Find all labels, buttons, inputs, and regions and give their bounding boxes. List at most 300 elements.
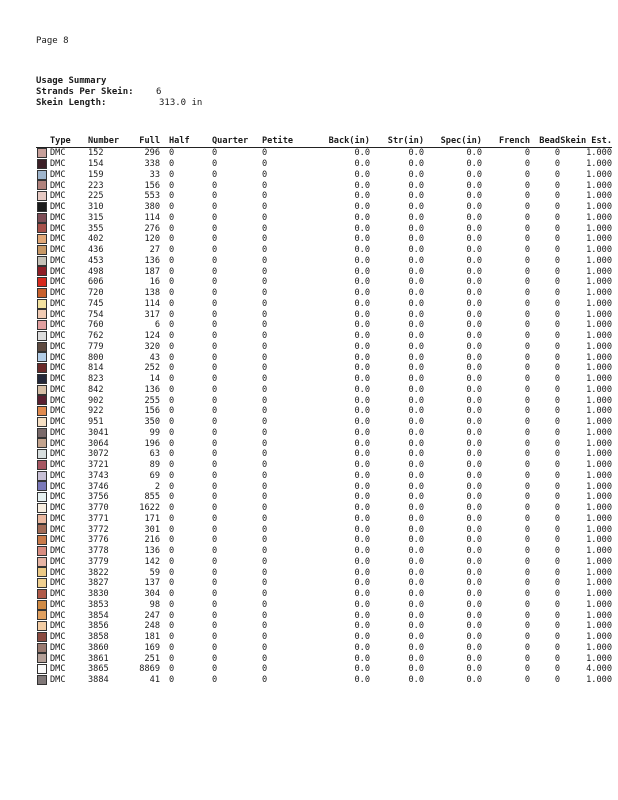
color-swatch-cell: [36, 159, 50, 170]
color-swatch-cell: [36, 535, 50, 546]
cell-bead: 0: [554, 653, 560, 664]
cell-type: DMC: [50, 535, 66, 546]
cell-str: 0.0: [408, 503, 424, 513]
cell-str: 0.0: [408, 438, 424, 449]
table-row: [36, 213, 612, 224]
cell-number: 3830: [88, 589, 109, 599]
cell-skein-est: 1.000: [586, 481, 612, 492]
cell-back: 0.0: [354, 524, 370, 535]
cell-skein-est: 1.000: [586, 234, 612, 245]
color-swatch: [37, 643, 47, 653]
cell-type: DMC: [50, 599, 66, 610]
cell-type: DMC: [50, 470, 66, 481]
cell-skein-est: 1.000: [586, 578, 612, 589]
color-swatch-cell: [36, 481, 50, 492]
color-swatch-cell: [36, 406, 50, 417]
cell-quarter: 0: [212, 642, 218, 653]
table-row: [36, 352, 612, 363]
cell-half: 0: [169, 589, 175, 599]
color-swatch-cell: [36, 309, 50, 320]
cell-number: 760: [88, 320, 104, 331]
cell-french: 0: [524, 513, 530, 524]
cell-back: 0.0: [354, 675, 370, 685]
cell-full: 124: [144, 331, 160, 341]
color-swatch: [37, 277, 47, 287]
color-swatch-cell: [36, 567, 50, 578]
cell-full: 2: [154, 481, 160, 492]
cell-full: 8869: [139, 664, 160, 675]
cell-petite: 0: [262, 675, 268, 685]
cell-quarter: 0: [212, 503, 218, 513]
cell-full: 553: [144, 191, 160, 202]
color-swatch-cell: [36, 191, 50, 202]
cell-back: 0.0: [354, 288, 370, 298]
cell-quarter: 0: [212, 320, 218, 331]
cell-full: 169: [144, 642, 160, 653]
cell-skein-est: 1.000: [586, 223, 612, 234]
table-row: [36, 492, 612, 503]
cell-type: DMC: [50, 320, 66, 331]
cell-type: DMC: [50, 148, 66, 159]
cell-number: 159: [88, 169, 104, 180]
table-row: [36, 675, 612, 686]
cell-full: 338: [144, 159, 160, 169]
cell-type: DMC: [50, 621, 66, 632]
color-swatch: [37, 331, 47, 341]
cell-french: 0: [524, 352, 530, 363]
cell-half: 0: [169, 503, 175, 513]
cell-bead: 0: [554, 384, 560, 395]
cell-type: DMC: [50, 223, 66, 234]
cell-number: 315: [88, 212, 104, 223]
cell-number: 402: [88, 234, 104, 245]
cell-petite: 0: [262, 610, 268, 621]
cell-quarter: 0: [212, 245, 218, 255]
cell-full: 114: [144, 212, 160, 223]
cell-petite: 0: [262, 653, 268, 664]
cell-back: 0.0: [354, 460, 370, 470]
cell-type: DMC: [50, 642, 66, 653]
cell-french: 0: [524, 255, 530, 266]
cell-french: 0: [524, 384, 530, 395]
cell-half: 0: [169, 578, 175, 589]
cell-number: 3856: [88, 621, 109, 632]
table-row: [36, 567, 612, 578]
cell-full: 320: [144, 341, 160, 352]
cell-quarter: 0: [212, 578, 218, 589]
color-swatch: [37, 503, 47, 513]
color-swatch-cell: [36, 653, 50, 664]
color-swatch-cell: [36, 460, 50, 471]
cell-french: 0: [524, 417, 530, 427]
cell-quarter: 0: [212, 567, 218, 578]
cell-full: 16: [149, 277, 160, 288]
cell-full: 1622: [139, 503, 160, 513]
header-skein-est: Skein Est.: [560, 135, 612, 146]
cell-bead: 0: [554, 599, 560, 610]
cell-quarter: 0: [212, 352, 218, 363]
cell-quarter: 0: [212, 266, 218, 277]
cell-number: 355: [88, 223, 104, 234]
cell-full: 304: [144, 589, 160, 599]
cell-quarter: 0: [212, 492, 218, 503]
cell-back: 0.0: [354, 599, 370, 610]
summary-title: Usage Summary: [36, 76, 107, 86]
color-swatch-cell: [36, 320, 50, 331]
cell-number: 3779: [88, 556, 109, 567]
table-row: [36, 481, 612, 492]
cell-str: 0.0: [408, 352, 424, 363]
header-spec: Spec(in): [424, 134, 482, 148]
cell-bead: 0: [554, 223, 560, 234]
table-row: [36, 288, 612, 299]
cell-number: 3064: [88, 438, 109, 449]
cell-type: DMC: [50, 427, 66, 438]
color-swatch: [37, 471, 47, 481]
cell-quarter: 0: [212, 288, 218, 298]
cell-type: DMC: [50, 331, 66, 341]
color-swatch: [37, 535, 47, 545]
header-bead: Bead: [530, 134, 560, 148]
cell-skein-est: 1.000: [586, 320, 612, 331]
cell-full: 171: [144, 513, 160, 524]
cell-petite: 0: [262, 503, 268, 513]
cell-full: 89: [149, 460, 160, 470]
cell-str: 0.0: [408, 341, 424, 352]
cell-spec: 0.0: [466, 449, 482, 460]
color-swatch: [37, 600, 47, 610]
cell-type: DMC: [50, 266, 66, 277]
color-swatch-cell: [36, 245, 50, 256]
color-swatch-cell: [36, 331, 50, 342]
cell-quarter: 0: [212, 632, 218, 642]
cell-petite: 0: [262, 406, 268, 417]
cell-back: 0.0: [354, 374, 370, 384]
cell-back: 0.0: [354, 578, 370, 589]
cell-half: 0: [169, 384, 175, 395]
cell-quarter: 0: [212, 255, 218, 266]
cell-spec: 0.0: [466, 169, 482, 180]
cell-quarter: 0: [212, 395, 218, 406]
cell-type: DMC: [50, 664, 66, 675]
color-swatch-cell: [36, 610, 50, 621]
cell-full: 14: [149, 374, 160, 384]
cell-half: 0: [169, 266, 175, 277]
cell-type: DMC: [50, 675, 66, 685]
cell-bead: 0: [554, 492, 560, 503]
cell-skein-est: 1.000: [586, 470, 612, 481]
cell-bead: 0: [554, 470, 560, 481]
cell-petite: 0: [262, 492, 268, 503]
cell-number: 3743: [88, 470, 109, 481]
cell-spec: 0.0: [466, 395, 482, 406]
cell-half: 0: [169, 191, 175, 202]
cell-bead: 0: [554, 245, 560, 255]
summary-title-row: [36, 76, 134, 87]
header-half: Half: [160, 134, 209, 148]
cell-spec: 0.0: [466, 309, 482, 320]
cell-petite: 0: [262, 395, 268, 406]
cell-type: DMC: [50, 309, 66, 320]
cell-french: 0: [524, 610, 530, 621]
cell-type: DMC: [50, 567, 66, 578]
skein-length-value: 313.0 in: [159, 98, 203, 108]
cell-skein-est: 1.000: [586, 513, 612, 524]
table-row: [36, 449, 612, 460]
cell-full: 98: [149, 599, 160, 610]
cell-skein-est: 1.000: [586, 277, 612, 288]
color-swatch: [37, 664, 47, 674]
cell-back: 0.0: [354, 470, 370, 481]
cell-type: DMC: [50, 288, 66, 298]
cell-bead: 0: [554, 277, 560, 288]
cell-bead: 0: [554, 374, 560, 384]
cell-full: 114: [144, 298, 160, 309]
cell-quarter: 0: [212, 556, 218, 567]
cell-french: 0: [524, 288, 530, 298]
cell-str: 0.0: [408, 384, 424, 395]
cell-french: 0: [524, 298, 530, 309]
color-swatch: [37, 299, 47, 309]
cell-number: 3772: [88, 524, 109, 535]
cell-number: 720: [88, 288, 104, 298]
cell-skein-est: 1.000: [586, 556, 612, 567]
cell-back: 0.0: [354, 481, 370, 492]
cell-half: 0: [169, 567, 175, 578]
cell-quarter: 0: [212, 524, 218, 535]
cell-full: 69: [149, 470, 160, 481]
cell-number: 3771: [88, 513, 109, 524]
cell-petite: 0: [262, 621, 268, 632]
cell-back: 0.0: [354, 341, 370, 352]
cell-petite: 0: [262, 664, 268, 675]
cell-skein-est: 1.000: [586, 266, 612, 277]
cell-str: 0.0: [408, 234, 424, 245]
cell-spec: 0.0: [466, 180, 482, 191]
cell-french: 0: [524, 406, 530, 417]
cell-skein-est: 1.000: [586, 148, 612, 159]
cell-back: 0.0: [354, 384, 370, 395]
cell-skein-est: 1.000: [586, 245, 612, 255]
cell-petite: 0: [262, 599, 268, 610]
cell-petite: 0: [262, 470, 268, 481]
table-row: [36, 621, 612, 632]
cell-str: 0.0: [408, 653, 424, 664]
cell-petite: 0: [262, 341, 268, 352]
color-swatch: [37, 213, 47, 223]
cell-petite: 0: [262, 298, 268, 309]
cell-petite: 0: [262, 374, 268, 384]
cell-back: 0.0: [354, 492, 370, 503]
table-row: [36, 159, 612, 170]
cell-quarter: 0: [212, 481, 218, 492]
cell-type: DMC: [50, 524, 66, 535]
cell-skein-est: 1.000: [586, 621, 612, 632]
cell-petite: 0: [262, 556, 268, 567]
cell-french: 0: [524, 148, 530, 159]
color-swatch-cell: [36, 202, 50, 213]
cell-french: 0: [524, 234, 530, 245]
cell-number: 3858: [88, 632, 109, 642]
cell-half: 0: [169, 492, 175, 503]
cell-number: 3860: [88, 642, 109, 653]
cell-spec: 0.0: [466, 298, 482, 309]
cell-petite: 0: [262, 320, 268, 331]
cell-spec: 0.0: [466, 266, 482, 277]
cell-bead: 0: [554, 556, 560, 567]
cell-skein-est: 1.000: [586, 202, 612, 212]
cell-quarter: 0: [212, 610, 218, 621]
cell-french: 0: [524, 567, 530, 578]
cell-spec: 0.0: [466, 460, 482, 470]
skein-length-label: Skein Length:: [36, 98, 107, 108]
cell-french: 0: [524, 599, 530, 610]
cell-bead: 0: [554, 363, 560, 374]
table-row: [36, 653, 612, 664]
cell-back: 0.0: [354, 202, 370, 212]
color-swatch-cell: [36, 643, 50, 654]
table-header-row: [36, 134, 612, 148]
color-swatch: [37, 610, 47, 620]
cell-bead: 0: [554, 148, 560, 159]
cell-quarter: 0: [212, 599, 218, 610]
table-row: [36, 363, 612, 374]
cell-skein-est: 1.000: [586, 352, 612, 363]
cell-type: DMC: [50, 578, 66, 589]
cell-french: 0: [524, 642, 530, 653]
cell-full: 59: [149, 567, 160, 578]
cell-number: 436: [88, 245, 104, 255]
color-swatch: [37, 675, 47, 685]
cell-spec: 0.0: [466, 223, 482, 234]
cell-bead: 0: [554, 610, 560, 621]
cell-french: 0: [524, 556, 530, 567]
cell-spec: 0.0: [466, 427, 482, 438]
cell-skein-est: 1.000: [586, 191, 612, 202]
cell-full: 138: [144, 288, 160, 298]
cell-petite: 0: [262, 255, 268, 266]
cell-str: 0.0: [408, 481, 424, 492]
cell-skein-est: 1.000: [586, 460, 612, 470]
cell-back: 0.0: [354, 223, 370, 234]
header-swatch: [36, 134, 50, 148]
cell-bead: 0: [554, 460, 560, 470]
cell-petite: 0: [262, 363, 268, 374]
color-swatch-cell: [36, 266, 50, 277]
strands-value: 6: [156, 87, 162, 97]
cell-bead: 0: [554, 675, 560, 685]
cell-half: 0: [169, 632, 175, 642]
cell-bead: 0: [554, 266, 560, 277]
cell-spec: 0.0: [466, 599, 482, 610]
cell-full: 99: [149, 427, 160, 438]
color-swatch-cell: [36, 675, 50, 686]
cell-back: 0.0: [354, 395, 370, 406]
cell-type: DMC: [50, 503, 66, 513]
cell-str: 0.0: [408, 406, 424, 417]
cell-number: 951: [88, 417, 104, 427]
cell-full: 27: [149, 245, 160, 255]
table-row: [36, 524, 612, 535]
cell-str: 0.0: [408, 427, 424, 438]
cell-str: 0.0: [408, 212, 424, 223]
table-row: [36, 320, 612, 331]
cell-quarter: 0: [212, 212, 218, 223]
cell-number: 3827: [88, 578, 109, 589]
table-row: [36, 438, 612, 449]
cell-petite: 0: [262, 169, 268, 180]
cell-full: 855: [144, 492, 160, 503]
usage-summary: [36, 76, 203, 109]
color-swatch: [37, 180, 47, 190]
cell-half: 0: [169, 341, 175, 352]
cell-bead: 0: [554, 578, 560, 589]
cell-bead: 0: [554, 309, 560, 320]
table-row: [36, 664, 612, 675]
cell-str: 0.0: [408, 417, 424, 427]
color-swatch-cell: [36, 148, 50, 159]
header-str: Str(in): [370, 134, 424, 148]
cell-back: 0.0: [354, 159, 370, 169]
cell-half: 0: [169, 277, 175, 288]
cell-str: 0.0: [408, 331, 424, 341]
color-swatch-cell: [36, 223, 50, 234]
cell-back: 0.0: [354, 277, 370, 288]
cell-full: 6: [154, 320, 160, 331]
color-swatch: [37, 632, 47, 642]
cell-back: 0.0: [354, 610, 370, 621]
cell-back: 0.0: [354, 632, 370, 642]
cell-half: 0: [169, 298, 175, 309]
cell-back: 0.0: [354, 653, 370, 664]
table-row: [36, 234, 612, 245]
usage-table: [36, 134, 612, 686]
cell-skein-est: 1.000: [586, 374, 612, 384]
cell-number: 453: [88, 255, 104, 266]
cell-skein-est: 1.000: [586, 599, 612, 610]
cell-spec: 0.0: [466, 245, 482, 255]
cell-back: 0.0: [354, 621, 370, 632]
cell-bead: 0: [554, 395, 560, 406]
cell-type: DMC: [50, 202, 66, 212]
cell-quarter: 0: [212, 298, 218, 309]
cell-number: 754: [88, 309, 104, 320]
cell-bead: 0: [554, 503, 560, 513]
cell-petite: 0: [262, 632, 268, 642]
color-swatch: [37, 417, 47, 427]
cell-number: 3721: [88, 460, 109, 470]
cell-half: 0: [169, 470, 175, 481]
cell-half: 0: [169, 513, 175, 524]
color-swatch: [37, 449, 47, 459]
cell-half: 0: [169, 288, 175, 298]
cell-petite: 0: [262, 148, 268, 159]
header-number: Number: [82, 134, 126, 148]
cell-str: 0.0: [408, 621, 424, 632]
cell-type: DMC: [50, 234, 66, 245]
cell-type: DMC: [50, 632, 66, 642]
cell-str: 0.0: [408, 632, 424, 642]
cell-back: 0.0: [354, 513, 370, 524]
cell-bead: 0: [554, 234, 560, 245]
cell-bead: 0: [554, 589, 560, 599]
cell-str: 0.0: [408, 664, 424, 675]
cell-str: 0.0: [408, 610, 424, 621]
table-row: [36, 428, 612, 439]
cell-spec: 0.0: [466, 578, 482, 589]
cell-full: 33: [149, 169, 160, 180]
cell-half: 0: [169, 309, 175, 320]
